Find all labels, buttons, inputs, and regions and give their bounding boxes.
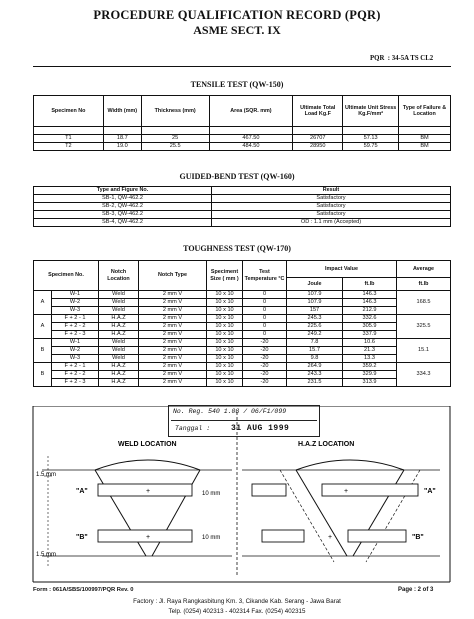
cell: 9.8 bbox=[287, 355, 343, 363]
stamp-reg: No. Reg. 540 1.08 / 06/F1/099 bbox=[173, 408, 287, 415]
dim-top-label: 1.5 mm bbox=[36, 472, 57, 478]
cell: 2 mm V bbox=[139, 331, 207, 339]
table-row bbox=[34, 203, 451, 211]
cell: F + 2 - 1 bbox=[52, 363, 99, 371]
cell: 305.9 bbox=[343, 323, 397, 331]
cell: 231.5 bbox=[287, 379, 343, 387]
cell: 146.3 bbox=[343, 299, 397, 307]
cell: 10 x 10 bbox=[207, 291, 243, 299]
cell: 10 x 10 bbox=[207, 371, 243, 379]
cell: 10 x 10 bbox=[207, 347, 243, 355]
tensile-cell: 59.75 bbox=[343, 143, 399, 151]
cell: F + 2 - 3 bbox=[52, 379, 99, 387]
cell: 13.3 bbox=[343, 355, 397, 363]
bend-cell: OD : 1.1 mm (Accepted) bbox=[212, 219, 451, 227]
toughness-header: Joule bbox=[287, 278, 343, 291]
cell: H.A.Z bbox=[99, 331, 139, 339]
document-subtitle: ASME SECT. IX bbox=[193, 23, 281, 37]
cell: 146.3 bbox=[343, 291, 397, 299]
cell: F + 2 - 2 bbox=[52, 371, 99, 379]
label-a-left: "A" bbox=[76, 488, 88, 495]
table-row bbox=[34, 195, 451, 203]
toughness-title: TOUGHNESS TEST (QW-170) bbox=[183, 244, 291, 253]
cell: Weld bbox=[99, 307, 139, 315]
toughness-header: ft.lb bbox=[343, 278, 397, 291]
cell: 212.9 bbox=[343, 307, 397, 315]
cell: 0 bbox=[243, 331, 287, 339]
tensile-header: Ultimate Total Load Kg.F bbox=[293, 96, 343, 127]
tensile-header: Width (mm) bbox=[103, 96, 141, 127]
cell: -20 bbox=[243, 347, 287, 355]
ten-mm-top-label: 10 mm bbox=[202, 491, 221, 497]
cell: 337.9 bbox=[343, 331, 397, 339]
stamp-date: 31 AUG 1999 bbox=[231, 424, 290, 433]
table-row bbox=[34, 143, 451, 151]
cell: 10 x 10 bbox=[207, 379, 243, 387]
bend-cell: SB-3, QW-462.2 bbox=[34, 211, 212, 219]
tensile-cell: 25.5 bbox=[141, 143, 209, 151]
average-cell: 334.3 bbox=[397, 363, 451, 387]
cell: -20 bbox=[243, 363, 287, 371]
table-row bbox=[34, 127, 451, 135]
cell: 2 mm V bbox=[139, 323, 207, 331]
tensile-cell: 19.0 bbox=[103, 143, 141, 151]
cell: H.A.Z bbox=[99, 315, 139, 323]
cell: -20 bbox=[243, 339, 287, 347]
bend-cell: SB-4, QW-462.2 bbox=[34, 219, 212, 227]
cell: 2 mm V bbox=[139, 307, 207, 315]
tensile-header: Area (SQR. mm) bbox=[209, 96, 293, 127]
table-row bbox=[34, 331, 451, 339]
toughness-header: Test Temperature °C bbox=[243, 261, 287, 291]
tensile-cell: 57.13 bbox=[343, 135, 399, 143]
cell: Weld bbox=[99, 339, 139, 347]
toughness-header: Impact Value bbox=[287, 261, 397, 278]
cell: 10 x 10 bbox=[207, 315, 243, 323]
table-row bbox=[34, 371, 451, 379]
tensile-header: Specimen No bbox=[34, 96, 104, 127]
tensile-cell: BM bbox=[399, 135, 451, 143]
label-b-left: "B" bbox=[76, 534, 88, 541]
cell: 10 x 10 bbox=[207, 307, 243, 315]
cell: 0 bbox=[243, 291, 287, 299]
cell: 7.8 bbox=[287, 339, 343, 347]
toughness-header: Notch Location bbox=[99, 261, 139, 291]
cell: W-1 bbox=[52, 339, 99, 347]
plus-mark: + bbox=[328, 534, 333, 541]
plus-mark: + bbox=[146, 534, 151, 541]
cell: 10 x 10 bbox=[207, 339, 243, 347]
cell: 107.9 bbox=[287, 291, 343, 299]
tensile-cell: 28950 bbox=[293, 143, 343, 151]
table-row bbox=[34, 363, 451, 371]
divider bbox=[33, 66, 451, 67]
tensile-table bbox=[33, 95, 451, 151]
cell: 359.2 bbox=[343, 363, 397, 371]
average-cell: 168.5 bbox=[397, 291, 451, 315]
table-row bbox=[34, 339, 451, 347]
bend-header-row bbox=[34, 187, 451, 195]
bend-title: GUIDED-BEND TEST (QW-160) bbox=[179, 172, 295, 181]
tensile-header: Ultimate Unit Stress Kg.F/mm² bbox=[343, 96, 399, 127]
factory-address: Factory : Jl. Raya Rangkasbitung Km. 3, Cikande Kab. Serang - Jawa Barat bbox=[133, 598, 341, 605]
toughness-header: Notch Type bbox=[139, 261, 207, 291]
average-cell: 15.1 bbox=[397, 339, 451, 363]
bend-header: Type and Figure No. bbox=[34, 187, 212, 195]
bend-cell: SB-1, QW-462.2 bbox=[34, 195, 212, 203]
cell: H.A.Z bbox=[99, 371, 139, 379]
cell: H.A.Z bbox=[99, 379, 139, 387]
cell: 2 mm V bbox=[139, 315, 207, 323]
toughness-header: Average bbox=[397, 261, 451, 278]
weld-location-label: WELD LOCATION bbox=[118, 441, 177, 448]
cell: 10 x 10 bbox=[207, 331, 243, 339]
bend-table bbox=[33, 186, 451, 227]
cell: 245.3 bbox=[287, 315, 343, 323]
cell: 2 mm V bbox=[139, 379, 207, 387]
bend-cell: Satisfactory bbox=[212, 203, 451, 211]
cell: F + 2 - 1 bbox=[52, 315, 99, 323]
tensile-cell: 484.50 bbox=[209, 143, 293, 151]
toughness-header: Specimen No. bbox=[34, 261, 99, 291]
toughness-header: Speciment Size ( mm ) bbox=[207, 261, 243, 291]
cell: Weld bbox=[99, 347, 139, 355]
tensile-header: Type of Failure & Location bbox=[399, 96, 451, 127]
cell: Weld bbox=[99, 355, 139, 363]
cell: 225.6 bbox=[287, 323, 343, 331]
form-number: Form : 061A/SBS/100997/PQR Rev. 0 bbox=[33, 587, 134, 593]
cell: 10 x 10 bbox=[207, 323, 243, 331]
document-title: PROCEDURE QUALIFICATION RECORD (PQR) bbox=[93, 8, 381, 22]
group-label: A bbox=[34, 315, 52, 339]
cell: 2 mm V bbox=[139, 371, 207, 379]
plus-mark: + bbox=[146, 488, 151, 495]
tensile-cell: 18.7 bbox=[103, 135, 141, 143]
table-row bbox=[34, 347, 451, 355]
page-number: Page : 2 of 3 bbox=[398, 587, 434, 593]
cell: W-1 bbox=[52, 291, 99, 299]
group-label: B bbox=[34, 339, 52, 363]
haz-location-label: H.A.Z LOCATION bbox=[298, 441, 355, 448]
table-row bbox=[34, 291, 451, 299]
cell: F + 2 - 2 bbox=[52, 323, 99, 331]
cell: 2 mm V bbox=[139, 363, 207, 371]
bend-cell: SB-2, QW-462.2 bbox=[34, 203, 212, 211]
contact-numbers: Telp. (0254) 402313 - 402314 Fax. (0254) 402315 bbox=[168, 608, 306, 615]
tensile-cell: BM bbox=[399, 143, 451, 151]
tensile-cell: 26707 bbox=[293, 135, 343, 143]
group-label: A bbox=[34, 291, 52, 315]
ten-mm-bottom-label: 10 mm bbox=[202, 535, 221, 541]
cell: 0 bbox=[243, 299, 287, 307]
tensile-cell: T1 bbox=[34, 135, 104, 143]
group-label: B bbox=[34, 363, 52, 387]
cell: W-2 bbox=[52, 347, 99, 355]
table-row bbox=[34, 211, 451, 219]
label-a-right: "A" bbox=[424, 488, 436, 495]
cell: 2 mm V bbox=[139, 347, 207, 355]
table-row bbox=[34, 355, 451, 363]
pqr-number bbox=[370, 55, 433, 62]
cell: W-3 bbox=[52, 307, 99, 315]
cell: F + 2 - 3 bbox=[52, 331, 99, 339]
bend-cell: Satisfactory bbox=[212, 195, 451, 203]
cell: 10 x 10 bbox=[207, 355, 243, 363]
cell: 157 bbox=[287, 307, 343, 315]
dim-bottom-label: 1.5 mm bbox=[36, 552, 57, 558]
cell: 313.9 bbox=[343, 379, 397, 387]
cell: 21.3 bbox=[343, 347, 397, 355]
average-cell: 325.5 bbox=[397, 315, 451, 339]
cell: -20 bbox=[243, 371, 287, 379]
table-row bbox=[34, 323, 451, 331]
tensile-header: Thickness (mm) bbox=[141, 96, 209, 127]
table-row bbox=[34, 299, 451, 307]
table-row bbox=[34, 307, 451, 315]
cell: Weld bbox=[99, 291, 139, 299]
bend-header: Result bbox=[212, 187, 451, 195]
cell: W-3 bbox=[52, 355, 99, 363]
tensile-cell: 467.50 bbox=[209, 135, 293, 143]
toughness-header: ft.lb bbox=[397, 278, 451, 291]
weld-location-diagram bbox=[0, 406, 474, 584]
stamp-date-label: Tanggal : bbox=[175, 425, 211, 432]
table-row bbox=[34, 135, 451, 143]
tensile-title: TENSILE TEST (QW-150) bbox=[190, 80, 284, 89]
cell: 2 mm V bbox=[139, 299, 207, 307]
cell: 243.3 bbox=[287, 371, 343, 379]
cell: 0 bbox=[243, 323, 287, 331]
pqr-value: : 34-5A TS CL2 bbox=[387, 55, 434, 62]
cell: 0 bbox=[243, 315, 287, 323]
cell: 332.6 bbox=[343, 315, 397, 323]
weld-joint-left bbox=[42, 456, 232, 566]
cell: 2 mm V bbox=[139, 355, 207, 363]
label-b-right: "B" bbox=[412, 534, 424, 541]
cell: 10 x 10 bbox=[207, 363, 243, 371]
cell: 0 bbox=[243, 307, 287, 315]
cell: 2 mm V bbox=[139, 339, 207, 347]
cell: H.A.Z bbox=[99, 363, 139, 371]
cell: 249.2 bbox=[287, 331, 343, 339]
cell: Weld bbox=[99, 299, 139, 307]
cell: 10.6 bbox=[343, 339, 397, 347]
cell: 329.9 bbox=[343, 371, 397, 379]
cell: 264.9 bbox=[287, 363, 343, 371]
tensile-cell: 25 bbox=[141, 135, 209, 143]
cell: 107.9 bbox=[287, 299, 343, 307]
cell: -20 bbox=[243, 379, 287, 387]
cell: -20 bbox=[243, 355, 287, 363]
haz-joint-right bbox=[242, 460, 440, 562]
cell: 2 mm V bbox=[139, 291, 207, 299]
toughness-table bbox=[33, 260, 451, 387]
cell: W-2 bbox=[52, 299, 99, 307]
bend-cell: Satisfactory bbox=[212, 211, 451, 219]
cell: 10 x 10 bbox=[207, 299, 243, 307]
pqr-label: PQR bbox=[370, 55, 385, 62]
toughness-header-row bbox=[34, 261, 451, 278]
table-row bbox=[34, 379, 451, 387]
plus-mark: + bbox=[344, 488, 349, 495]
tensile-header-row bbox=[34, 96, 451, 127]
table-row bbox=[34, 315, 451, 323]
cell: 15.7 bbox=[287, 347, 343, 355]
cell: H.A.Z bbox=[99, 323, 139, 331]
tensile-cell: T2 bbox=[34, 143, 104, 151]
table-row bbox=[34, 219, 451, 227]
